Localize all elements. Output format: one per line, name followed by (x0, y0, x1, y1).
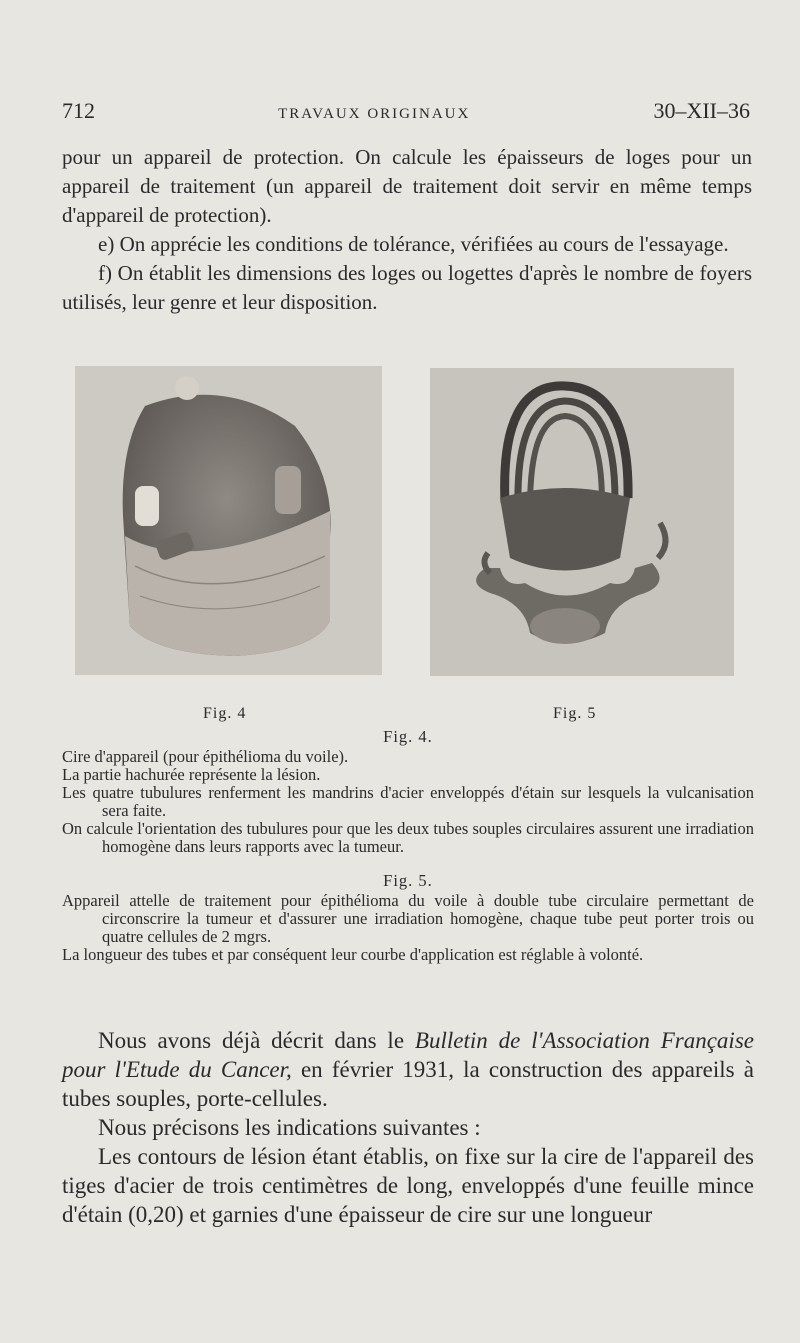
page-header (62, 98, 750, 124)
wax-appliance-image (75, 366, 382, 675)
splint-appliance-image (430, 368, 734, 676)
header-date: 30–XII–36 (653, 98, 750, 123)
figure-5-label: Fig. 5 (553, 705, 597, 722)
paragraph-bulletin-end: en février 1931, la construction des appareils à tubes souples, porte-cellules. (62, 1057, 754, 1111)
paragraph-bulletin-start: Nous avons déjà décrit dans le (98, 1028, 415, 1053)
figure-4-label: Fig. 4 (203, 705, 247, 722)
figure-captions (62, 728, 754, 964)
figure-5-photo (430, 368, 734, 676)
caption-fig4-line: La partie hachurée représente la lésion. (62, 765, 321, 784)
bottom-text (62, 1026, 754, 1229)
figure-4-photo (75, 366, 382, 675)
top-text (62, 143, 752, 317)
paragraph-indications: Nous précisons les indications suivantes : (98, 1115, 481, 1140)
caption-fig4-line: On calcule l'orientation des tubulures pour que les deux tubes souples circulaires assurent une irradiation homogène dans leurs rapports avec la tumeur. (62, 819, 754, 856)
caption-fig5-line: Appareil attelle de traitement pour épithélioma du voile à double tube circulaire permettant de circonscrire la tumeur et d'assurer une irradiation homogène, chaque tube peut porter trois ou quatre cellules de 2 mgrs. (62, 891, 754, 946)
running-title: TRAVAUX ORIGINAUX (278, 106, 471, 122)
paragraph-contours: Les contours de lésion étant établis, on fixe sur la cire de l'appareil des tiges d'acier de trois centimètres de long, enveloppés d'une feuille mince d'étain (0,20) et garnies d'une épaisseur de cire sur une longueur (62, 1144, 754, 1227)
paragraph-continuation: pour un appareil de protection. On calcule les épaisseurs de loges pour un appareil de traitement (un appareil de traitement doit servir en même temps d'appareil de protection). (62, 145, 752, 227)
caption-fig5-title: Fig. 5. (383, 871, 433, 890)
paragraph-bulletin (62, 1026, 754, 1113)
caption-fig4-title: Fig. 4. (383, 727, 433, 746)
page-number: 712 (62, 98, 95, 123)
caption-fig4-line: Cire d'appareil (pour épithélioma du voile). (62, 747, 349, 766)
caption-fig5-line: La longueur des tubes et par conséquent leur courbe d'application est réglable à volonté. (62, 945, 644, 964)
paragraph-f: f) On établit les dimensions des loges ou logettes d'après le nombre de foyers utilisés, leur genre et leur disposition. (62, 261, 752, 314)
bulletin-title: Bulletin de l'Association Française pour l'Etude du Cancer, (62, 1028, 754, 1082)
caption-fig4-line: Les quatre tubulures renferment les mandrins d'acier enveloppés d'étain sur lesquels la vulcanisation sera faite. (62, 783, 754, 820)
paragraph-e: e) On apprécie les conditions de tolérance, vérifiées au cours de l'essayage. (98, 232, 729, 256)
